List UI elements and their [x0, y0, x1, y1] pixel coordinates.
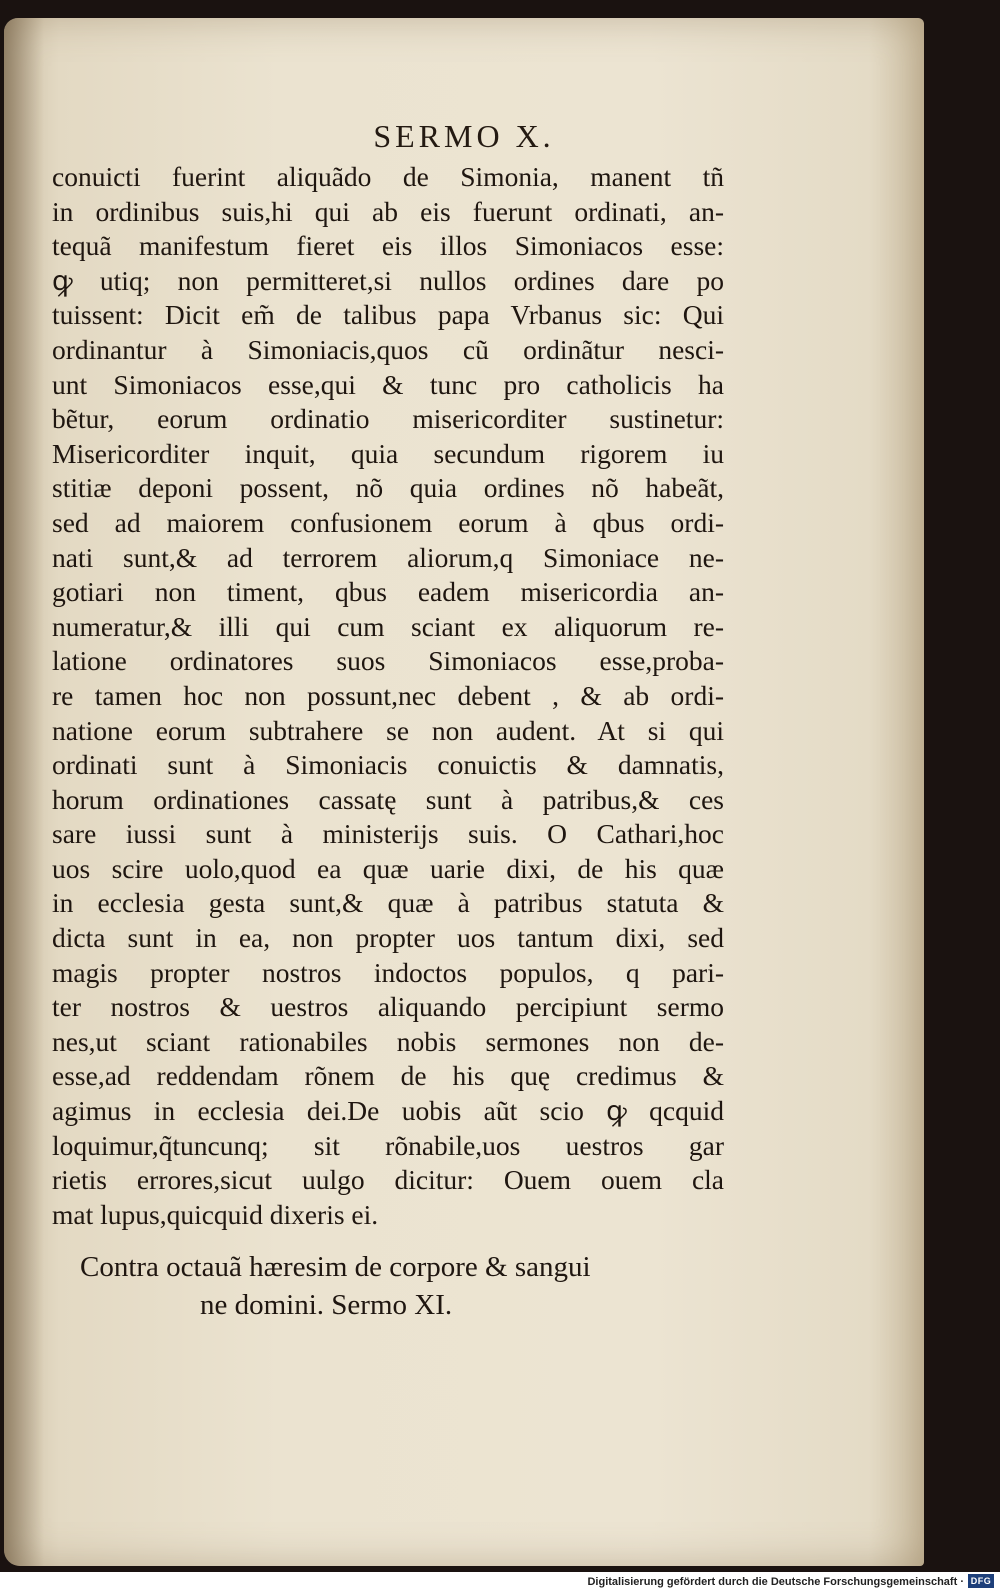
text-line: bẽtur, eorum ordinatio misericorditer sustinetur:	[52, 403, 724, 435]
text-line: tequã manifestum fieret eis illos Simoniacos esse:	[52, 230, 724, 262]
text-line: sed ad maiorem confusionem eorum à qbus ordi-	[52, 506, 724, 538]
digitization-credit-text: Digitalisierung gefördert durch die Deutsche Forschungsgemeinschaft	[587, 1576, 958, 1588]
text-line: nati sunt,& ad terrorem aliorum,q Simoniace ne-	[52, 541, 724, 573]
text-line: ordinantur à Simoniacis,quos cũ ordinãtur nesci-	[52, 333, 724, 365]
text-line: rietis errores,sicut uulgo dicitur: Ouem ouem cla	[52, 1164, 724, 1196]
text-line: esse,ad reddendam rõnem de his quę credimus &	[52, 1060, 724, 1092]
body-text	[52, 160, 724, 1232]
text-line: stitiæ deponi possent, nõ quia ordines nõ habeãt,	[52, 472, 724, 504]
section-heading	[80, 1248, 680, 1324]
section-heading-line-2: ne domini. Sermo XI.	[200, 1289, 453, 1321]
section-heading-line-1: Contra octauã hæresim de corpore & sangui	[80, 1251, 591, 1283]
text-line: in ordinibus suis,hi qui ab eis fuerunt ordinati, an-	[52, 195, 724, 227]
text-line: loquimur,q̃tuncunq; sit rõnabile,uos uestros gar	[52, 1129, 724, 1161]
gutter-shadow	[4, 18, 44, 1566]
text-line: conuicti fuerint aliquãdo de Simonia, manent tñ	[52, 161, 724, 192]
text-line: uos scire uolo,quod ea quæ uarie dixi, de his quæ	[52, 852, 724, 884]
text-line: tuissent: Dicit em̃ de talibus papa Vrbanus sic: Qui	[52, 299, 724, 331]
text-line: dicta sunt in ea, non propter uos tantum dixi, sed	[52, 922, 724, 954]
text-line: unt Simoniacos esse,qui & tunc pro catholicis ha	[52, 368, 724, 400]
text-line: sare iussi sunt à ministerijs suis. O Cathari,hoc	[52, 818, 724, 850]
text-line: in ecclesia gesta sunt,& quæ à patribus statuta &	[52, 887, 724, 919]
running-head: SERMO X.	[373, 118, 555, 154]
digitization-credit: Digitalisierung gefördert durch die Deutsche Forschungsgemeinschaft ·	[587, 1576, 964, 1588]
text-line: ter nostros & uestros aliquando percipiunt sermo	[52, 991, 724, 1023]
text-line: ꝙ utiq; non permitteret,si nullos ordines dare po	[52, 264, 724, 296]
text-line: magis propter nostros indoctos populos, q pari-	[52, 956, 724, 988]
text-line: re tamen hoc non possunt,nec debent , & ab ordi-	[52, 679, 724, 711]
text-line: horum ordinationes cassatę sunt à patribus,& ces	[52, 783, 724, 815]
text-line: mat lupus,quicquid dixeris ei.	[52, 1198, 379, 1230]
text-line: gotiari non timent, qbus eadem misericordia an-	[52, 576, 724, 608]
text-line: latione ordinatores suos Simoniacos esse,proba-	[52, 645, 724, 677]
text-line: Misericorditer inquit, quia secundum rigorem iu	[52, 437, 724, 469]
text-line: agimus in ecclesia dei.De uobis aũt scio ꝙ qcquid	[52, 1095, 724, 1127]
dfg-logo-icon: DFG	[968, 1574, 994, 1588]
text-line: nes,ut sciant rationabiles nobis sermones non de-	[52, 1025, 724, 1057]
text-line: ordinati sunt à Simoniacis conuictis & damnatis,	[52, 749, 724, 781]
text-line: natione eorum subtrahere se non audent. At si qui	[52, 714, 724, 746]
text-line: numeratur,& illi qui cum sciant ex aliquorum re-	[52, 610, 724, 642]
